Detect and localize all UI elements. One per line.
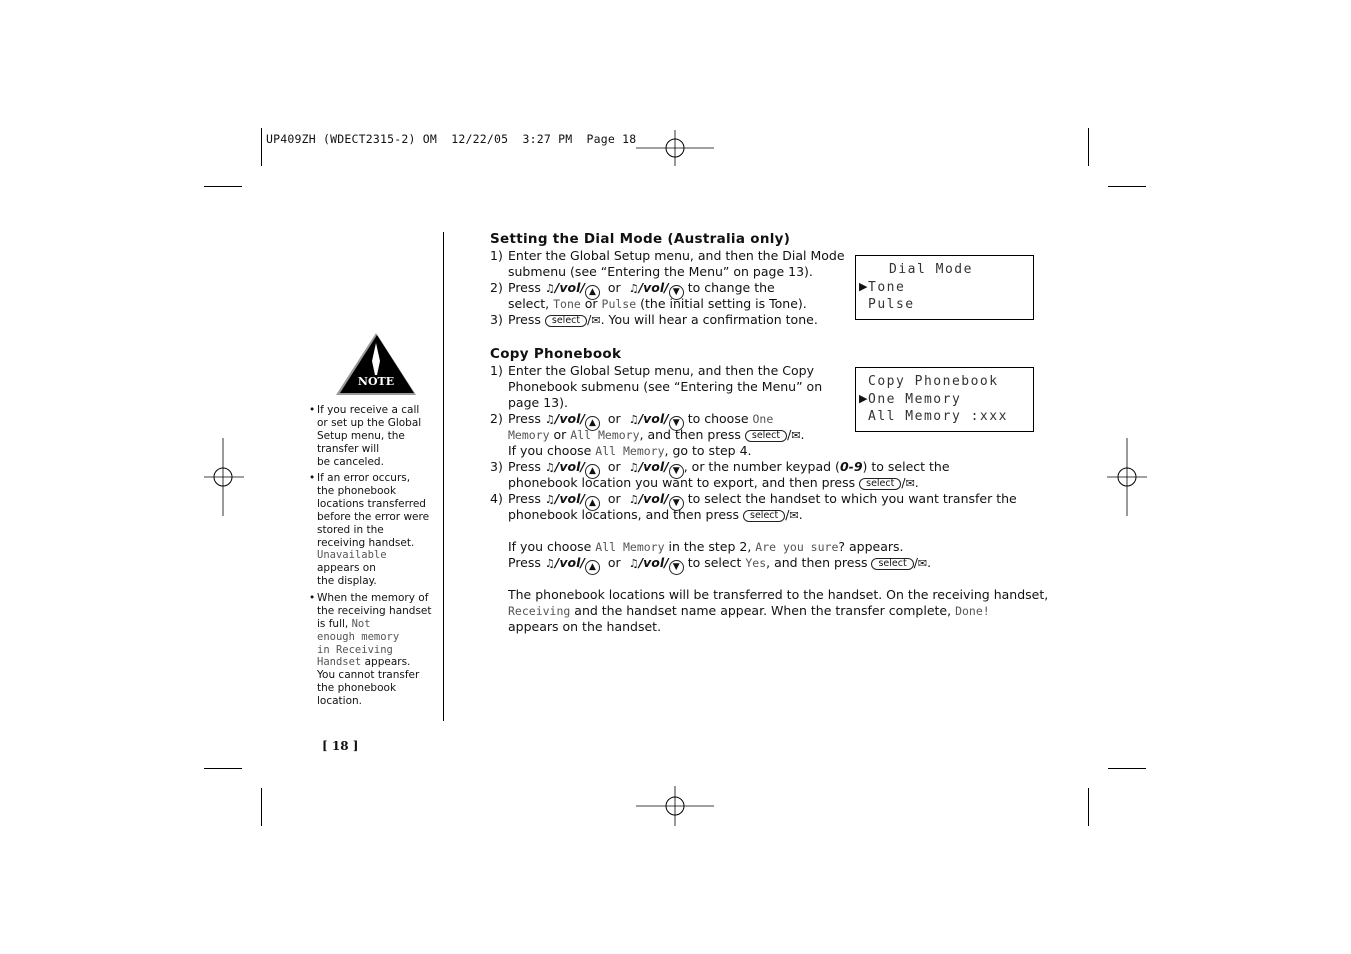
step-text-part: ) to select the [862,459,950,474]
arrow-down-icon: ▼ [669,560,684,575]
slash-text: / [785,507,790,522]
note3-line: the receiving handset [317,605,432,617]
note3-line: the phonebook [317,682,397,694]
paragraph-line [508,603,990,618]
step-text-part: and the handset name appear. When the transfer complete, [570,603,956,618]
vol-label: /vol/ [638,491,669,506]
note1-line: be canceled. [317,456,384,468]
step-text [508,296,807,311]
select-key: select [859,478,901,490]
vol-label: /vol/ [638,411,669,426]
print-header: UP409ZH (WDECT2315-2) OM 12/22/05 3:27 PM Page 18 [266,132,637,146]
lcd-option: Pulse [868,297,915,312]
ringer-bell-icon: ♫ [544,461,555,474]
note2-line: the display. [317,575,377,587]
note2-line: stored in the [317,524,384,536]
slash-text: / [587,312,592,327]
note1-line: transfer will [317,443,380,455]
envelope-icon: ✉ [905,477,915,490]
press-text: Press [508,312,541,327]
select-key: select [545,315,587,327]
step-text-part: phonebook location you want to export, and then press [508,475,856,490]
step-text-part: If you choose [508,539,596,554]
step-text: submenu (see “Entering the Menu” on page 13). [508,264,813,279]
vol-label: /vol/ [638,555,669,570]
or-text: or [607,459,621,474]
note1-line: If you receive a call [317,404,420,416]
arrow-down-icon: ▼ [669,464,684,479]
note3-line: You cannot transfer [317,669,420,681]
page-number: [ 18 ] [322,739,359,753]
press-text: Press [508,280,541,295]
section-title-copy-phonebook: Copy Phonebook [490,346,622,362]
step-number: 2) [490,411,503,426]
lcd-inline-text: Done! [955,604,990,618]
select-key: select [871,558,913,570]
note2-line: If an error occurs, [317,472,411,484]
step-text [508,507,803,522]
note1-bullet: • [309,404,316,416]
registration-mark-top [636,130,716,166]
ringer-bell-icon: ♫ [628,413,639,426]
step-text-part: (the initial setting is Tone). [636,296,807,311]
step-number: 4) [490,491,503,506]
note1-line: Setup menu, the [317,430,405,442]
step-tail: to change the [687,280,775,295]
note3-text: appears. [361,656,411,668]
step-number: 3) [490,312,503,327]
registration-mark-right [1107,438,1147,516]
note3-line: location. [317,695,362,707]
vol-label: /vol/ [638,280,669,295]
note3-text: is full, [317,618,352,630]
envelope-icon: ✉ [791,429,801,442]
or-text: or [607,555,621,570]
column-divider [443,232,444,721]
lcd-title: Copy Phonebook [868,374,999,389]
step-text: Enter the Global Setup menu, and then the Dial Mode [508,248,845,263]
slash-text: / [901,475,906,490]
ringer-bell-icon: ♫ [628,493,639,506]
ringer-bell-icon: ♫ [628,557,639,570]
envelope-icon: ✉ [917,557,928,570]
step-tail: to select the handset to which you want transfer the [687,491,1017,506]
arrow-up-icon: ▲ [585,285,600,300]
ringer-bell-icon: ♫ [544,557,555,570]
period-text: . [798,507,803,522]
step-text-part: If you choose [508,443,596,458]
note3-lcd-text: Handset [317,656,362,668]
lcd-inline-text: Receiving [508,604,571,618]
step-text-part: , go to step 4. [664,443,752,458]
select-key: select [743,510,785,522]
step-text-part: in the step 2, [664,539,756,554]
step-text [508,475,919,490]
note-badge [334,331,418,397]
vol-label: /vol/ [554,280,585,295]
step-text-part: , or the number keypad ( [683,459,840,474]
keypad-label: 0-9 [839,459,863,474]
slash-text: / [913,555,918,570]
note2-line: appears on [317,562,376,574]
lcd-display-copy-phonebook [855,367,1034,432]
lcd-inline-text: Memory [508,428,550,442]
note2-bullet: • [309,472,316,484]
note2-lcd-text: Unavailable [317,549,387,561]
lcd-inline-text: One [752,412,774,426]
step-text [508,443,752,458]
step-text-part: or [549,427,571,442]
step-text-part: or [580,296,602,311]
ringer-bell-icon: ♫ [544,413,555,426]
lcd-inline-text: Pulse [601,297,637,311]
ringer-bell-icon: ♫ [628,461,639,474]
period-text: . [800,427,805,442]
press-text: Press [508,555,541,570]
arrow-down-icon: ▼ [669,416,684,431]
step-text: Enter the Global Setup menu, and then the Copy [508,363,814,378]
lcd-title: Dial Mode [889,262,973,277]
slash-text: / [787,427,792,442]
note-label: NOTE [357,375,395,388]
vol-label: /vol/ [554,491,585,506]
lcd-inline-text: All Memory [570,428,640,442]
press-text: Press [508,459,541,474]
note2-line: locations transferred [317,498,426,510]
paragraph-line [508,555,931,575]
note3-line [317,656,410,668]
registration-mark-left [204,438,244,516]
triangle-right-icon: ▶ [859,392,868,405]
note2-line: the phonebook [317,485,397,497]
step-text [508,427,805,442]
note3-lcd-text: Not [351,618,371,630]
step-text: page 13). [508,395,568,410]
note2-line: receiving handset. [317,537,415,549]
or-text: or [607,491,621,506]
period-text: . [914,475,919,490]
paragraph-line: The phonebook locations will be transferred to the handset. On the receiving handset, [508,587,1049,602]
ringer-bell-icon: ♫ [544,493,555,506]
ringer-bell-icon: ♫ [628,282,639,295]
step-text [508,312,818,327]
press-text: Press [508,491,541,506]
note3-lcd-text: in Receiving [317,644,393,656]
arrow-down-icon: ▼ [669,496,684,511]
arrow-down-icon: ▼ [669,285,684,300]
lcd-inline-text: Are you sure [755,540,839,554]
paragraph-line: appears on the handset. [508,619,662,634]
lcd-inline-text: Yes [745,556,767,570]
step-number: 1) [490,248,503,263]
note3-lcd-text: enough memory [317,631,400,643]
period-text: . [927,555,932,570]
step-text-part: select, [508,296,554,311]
note1-line: or set up the Global [317,417,422,429]
vol-label: /vol/ [554,411,585,426]
step-number: 1) [490,363,503,378]
lcd-option: Tone [868,280,906,295]
vol-label: /vol/ [554,555,585,570]
envelope-icon: ✉ [591,314,601,327]
lcd-inline-text: Tone [553,297,581,311]
step-text-part: , and then press [639,427,745,442]
vol-label: /vol/ [638,459,669,474]
triangle-right-icon: ▶ [859,280,868,293]
ringer-bell-icon: ♫ [544,282,555,295]
step-text-part: to select [687,555,746,570]
press-text: Press [508,411,541,426]
or-text: or [607,280,621,295]
step-text-part: ? appears. [838,539,904,554]
note3-line [317,618,371,630]
vol-label: /vol/ [554,459,585,474]
step-text: Phonebook submenu (see “Entering the Menu” on [508,379,823,394]
section-title-dial-mode: Setting the Dial Mode (Australia only) [490,231,791,247]
arrow-up-icon: ▲ [585,496,600,511]
select-key: select [745,430,787,442]
note3-line: When the memory of [317,592,429,604]
step-text-part: , and then press [766,555,872,570]
arrow-up-icon: ▲ [585,560,600,575]
arrow-up-icon: ▲ [585,416,600,431]
lcd-option: One Memory [868,392,962,407]
paragraph-line [508,539,904,554]
step-number: 3) [490,459,503,474]
lcd-option: All Memory :xxx [868,409,1008,424]
lcd-display-dial-mode [855,255,1034,320]
step-number: 2) [490,280,503,295]
lcd-inline-text: All Memory [595,540,665,554]
step-text-part: phonebook locations, and then press [508,507,740,522]
step-tail: to choose [687,411,753,426]
or-text: or [607,411,621,426]
note3-bullet: • [309,592,316,604]
arrow-up-icon: ▲ [585,464,600,479]
envelope-icon: ✉ [789,509,799,522]
note2-line: before the error were [317,511,430,523]
registration-mark-bottom [636,786,716,826]
step-tail: . You will hear a confirmation tone. [600,312,818,327]
lcd-inline-text: All Memory [595,444,665,458]
